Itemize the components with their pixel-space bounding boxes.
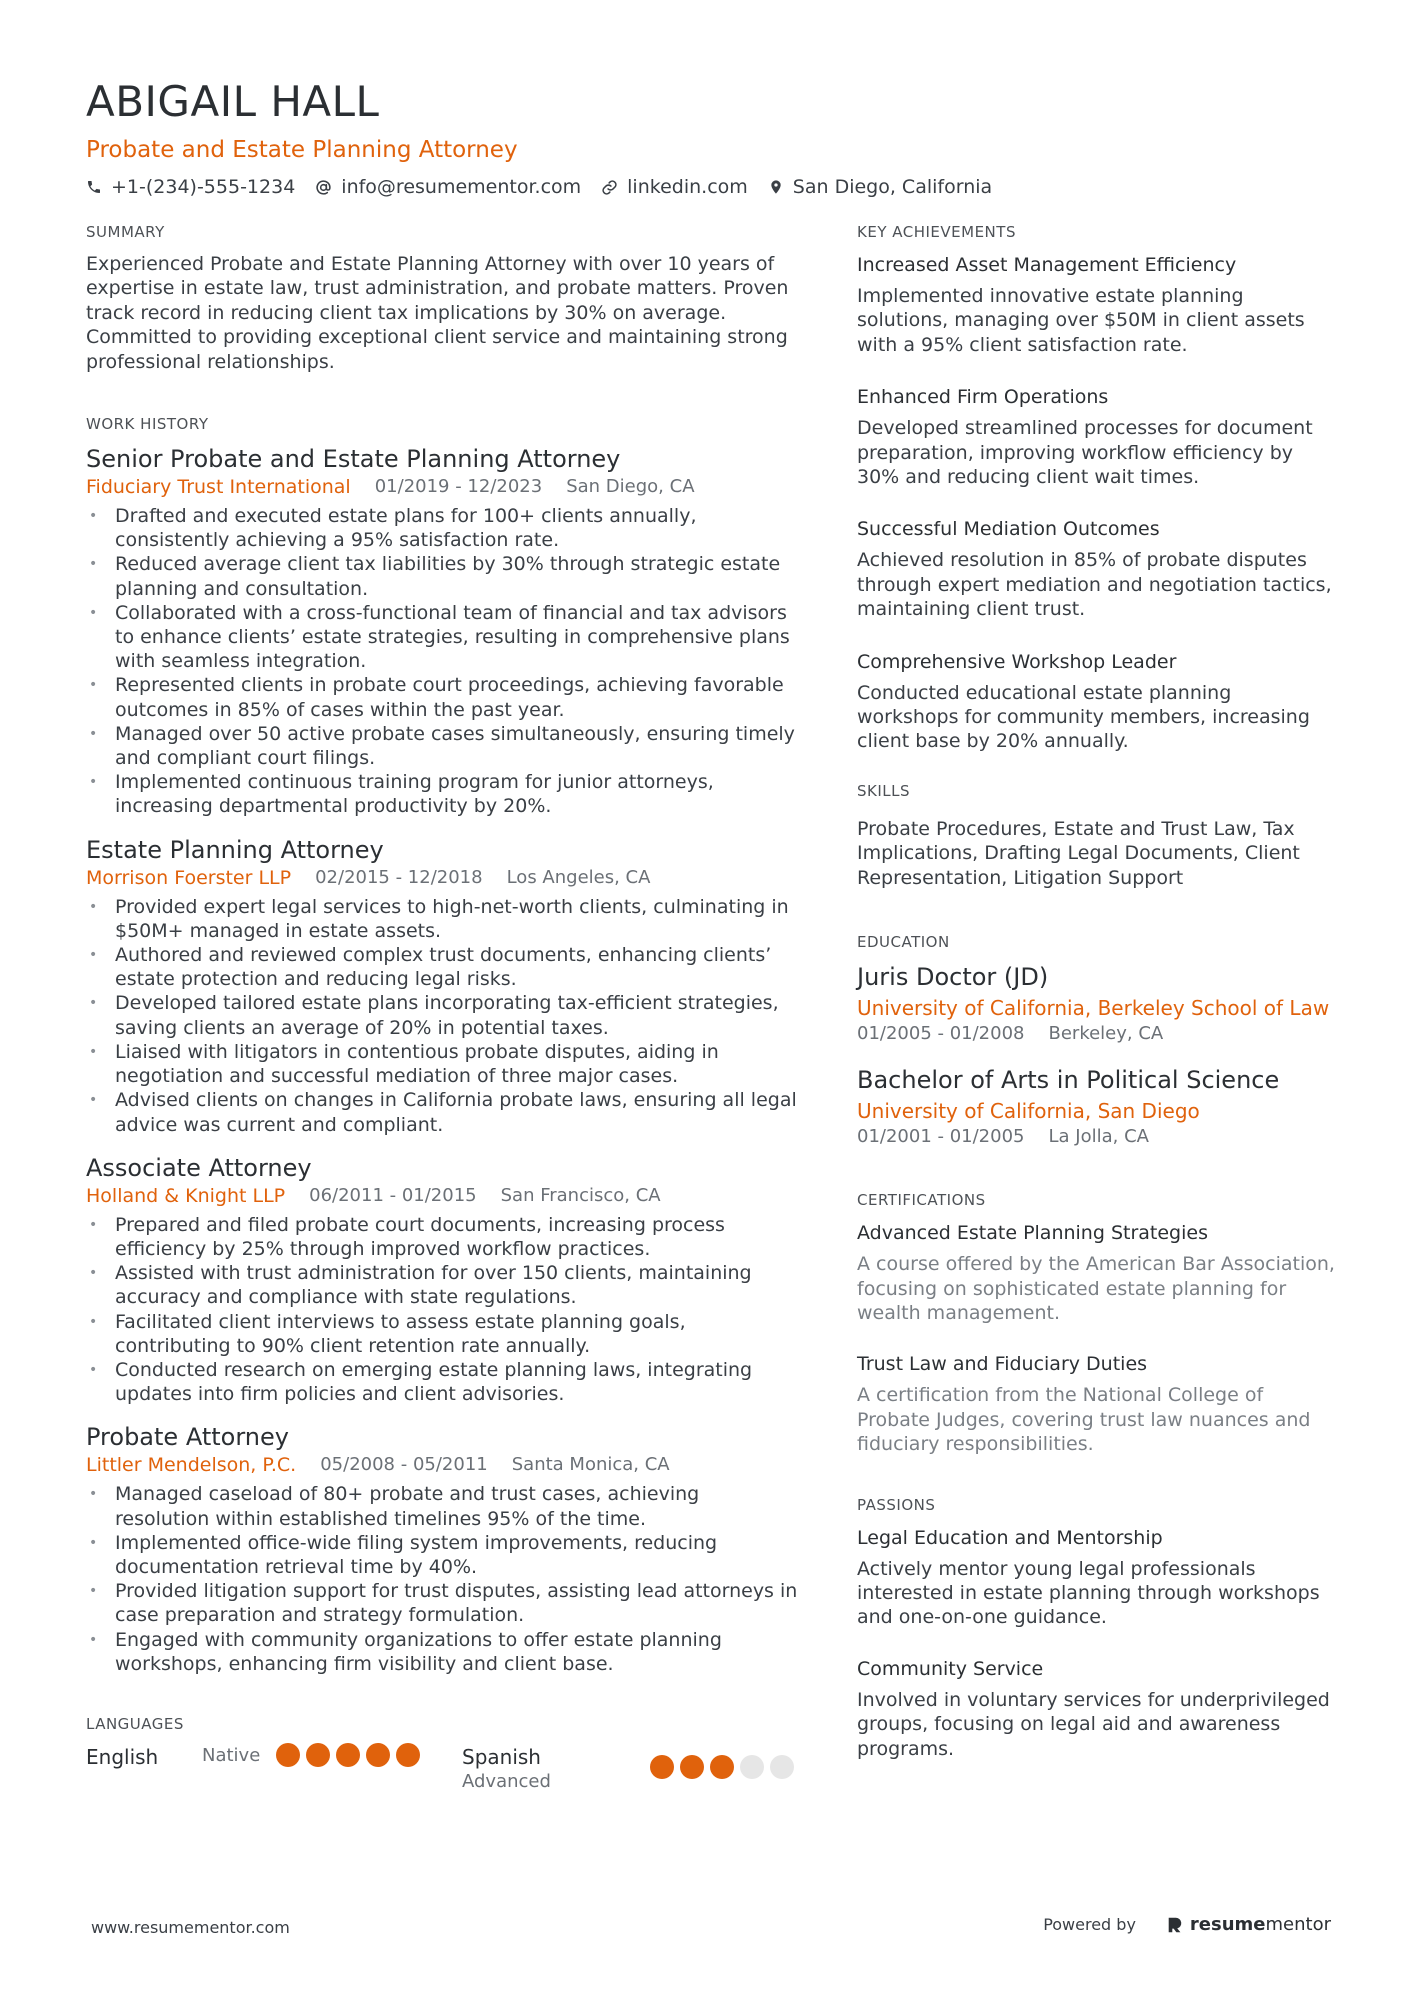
job-dates: 01/2019 - 12/2023 <box>374 476 543 498</box>
job-entry <box>86 1153 798 1407</box>
certification-text: A course offered by the American Bar Association, focusing on sophisticated estate planning for wealth management. <box>857 1253 1335 1324</box>
rating-dot-filled <box>336 1743 360 1767</box>
contact-location <box>768 174 992 200</box>
job-company: Morrison Foerster LLP <box>86 866 292 889</box>
rating-dot-filled <box>650 1755 674 1779</box>
job-entry <box>86 835 798 1137</box>
brand-name-rest: mentor <box>1265 1914 1331 1935</box>
resumementor-logo-icon <box>1166 1916 1184 1934</box>
certification-item <box>857 1351 1337 1456</box>
left-column <box>86 222 798 1794</box>
education-item <box>857 962 1337 1047</box>
section-title-summary: SUMMARY <box>86 223 165 241</box>
job-meta <box>86 1452 798 1478</box>
education-meta <box>857 1124 1337 1150</box>
footer-branding <box>1043 1914 1331 1935</box>
job-bullets <box>86 895 798 1137</box>
work-history-section <box>86 414 798 1676</box>
achievement-text: Achieved resolution in 85% of probate disputes through expert mediation and negotiation tactics, maintaining client trust. <box>857 549 1332 621</box>
job-location: Santa Monica, CA <box>511 1454 670 1476</box>
passion-title: Community Service <box>857 1657 1044 1680</box>
job-dates: 06/2011 - 01/2015 <box>309 1184 477 1206</box>
job-bullet: • Engaged with community organizations to offer estate planning workshops, enhancing firm visibility and client base. <box>86 1628 798 1676</box>
section-title-work: WORK HISTORY <box>86 415 209 434</box>
education-section <box>857 932 1337 1150</box>
contact-bar <box>86 174 1326 200</box>
rating-dot-filled <box>276 1743 300 1767</box>
rating-dot-filled <box>710 1755 734 1779</box>
job-bullet: • Reduced average client tax liabilities by 30% through strategic estate planning and consultation. <box>86 552 798 600</box>
linkedin-text: linkedin.com <box>627 176 748 198</box>
language-level: Advanced <box>462 1770 551 1792</box>
brand-logo[interactable] <box>1166 1914 1331 1935</box>
job-bullet: • Assisted with trust administration for over 150 clients, maintaining accuracy and compliance with state regulations. <box>86 1261 798 1309</box>
job-company: Fiduciary Trust International <box>86 476 351 499</box>
summary-text: Experienced Probate and Estate Planning Attorney with over 10 years of expertise in estate law, trust administration, and probate matters. Proven track record in reducing client tax implications by 30% on average. Committed to providing exceptional client service and maintaining strong professional relationships. <box>86 253 789 373</box>
achievement-item <box>857 252 1337 357</box>
education-location: Berkeley, CA <box>1048 1023 1164 1045</box>
language-rating <box>650 1755 800 1779</box>
job-list <box>86 444 798 1676</box>
education-school: University of California, San Diego <box>857 1099 1200 1124</box>
languages-section <box>86 1714 798 1794</box>
brand-name-bold: resume <box>1189 1914 1266 1935</box>
contact-linkedin[interactable] <box>601 174 748 200</box>
section-title-languages: LANGUAGES <box>86 1714 184 1733</box>
certification-list <box>857 1220 1337 1456</box>
candidate-role: Probate and Estate Planning Attorney <box>86 137 518 163</box>
education-dates: 01/2001 - 01/2005 <box>857 1126 1025 1148</box>
job-dates: 05/2008 - 05/2011 <box>320 1454 488 1476</box>
job-entry <box>86 1422 798 1676</box>
job-bullet: • Authored and reviewed complex trust documents, enhancing clients’ estate protection and reducing legal risks. <box>86 943 798 991</box>
achievement-item <box>857 649 1337 754</box>
education-degree: Bachelor of Arts in Political Science <box>857 1066 1280 1095</box>
achievement-list <box>857 252 1337 754</box>
job-bullets <box>86 504 798 819</box>
achievement-title: Enhanced Firm Operations <box>857 386 1109 409</box>
phone-icon <box>86 179 102 195</box>
job-bullet: • Prepared and filed probate court documents, increasing process efficiency by 25% through improved workflow practices. <box>86 1213 798 1261</box>
achievement-item <box>857 384 1337 489</box>
achievement-title: Increased Asset Management Efficiency <box>857 254 1237 276</box>
job-title: Estate Planning Attorney <box>86 835 384 864</box>
section-title-skills: SKILLS <box>857 781 911 800</box>
job-location: San Diego, CA <box>566 476 695 498</box>
contact-email[interactable] <box>315 174 581 200</box>
link-icon <box>601 179 618 196</box>
achievements-section <box>857 222 1337 754</box>
skills-text: Probate Procedures, Estate and Trust Law, Tax Implications, Drafting Legal Documents, Client Representation, Litigation Support <box>857 817 1300 889</box>
job-bullet: • Facilitated client interviews to assess estate planning goals, contributing to 90% client retention rate annually. <box>86 1310 798 1358</box>
education-school: University of California, Berkeley School of Law <box>857 996 1330 1021</box>
powered-by-label: Powered by <box>1043 1915 1136 1934</box>
certification-title: Trust Law and Fiduciary Duties <box>857 1353 1148 1376</box>
job-title: Senior Probate and Estate Planning Attorney <box>86 445 621 474</box>
passion-text: Actively mentor young legal professionals interested in estate planning through workshops and one-on-one guidance. <box>857 1557 1320 1629</box>
rating-dot-empty <box>770 1755 794 1779</box>
rating-dot-empty <box>740 1755 764 1779</box>
language-name: Spanish <box>462 1744 541 1769</box>
section-title-achievements: KEY ACHIEVEMENTS <box>857 223 1016 241</box>
resume-header <box>86 76 1326 200</box>
rating-dot-filled <box>396 1743 420 1767</box>
summary-section <box>86 222 798 374</box>
education-dates: 01/2005 - 01/2008 <box>857 1023 1025 1045</box>
certification-text: A certification from the National College of Probate Judges, covering trust law nuances and fiduciary responsibilities. <box>857 1384 1311 1456</box>
job-bullet: • Provided expert legal services to high-net-worth clients, culminating in $50M+ managed in estate assets. <box>86 895 798 943</box>
achievement-title: Comprehensive Workshop Leader <box>857 650 1177 673</box>
passion-list <box>857 1525 1337 1761</box>
achievement-item <box>857 516 1337 621</box>
job-bullet: • Collaborated with a cross-functional team of financial and tax advisors to enhance clients’ estate strategies, resulting in comprehensive plans with seamless integration. <box>86 601 798 674</box>
job-bullet: • Represented clients in probate court proceedings, achieving favorable outcomes in 85% of cases within the past year. <box>86 673 798 721</box>
job-location: Los Angeles, CA <box>506 866 651 888</box>
job-title: Associate Attorney <box>86 1153 312 1182</box>
passions-section <box>857 1495 1337 1761</box>
job-bullet: • Drafted and executed estate plans for 100+ clients annually, consistently achieving a 95% satisfaction rate. <box>86 504 798 552</box>
achievement-text: Implemented innovative estate planning solutions, managing over $50M in client assets with a 95% client satisfaction rate. <box>857 285 1305 356</box>
right-column <box>857 222 1337 1787</box>
language-level: Native <box>202 1744 261 1766</box>
achievement-text: Developed streamlined processes for document preparation, improving workflow efficiency by 30% and reducing client wait times. <box>857 417 1313 489</box>
language-list <box>86 1744 798 1794</box>
job-location: San Francisco, CA <box>500 1184 661 1206</box>
education-meta <box>857 1021 1337 1047</box>
passion-item <box>857 1525 1337 1630</box>
passion-title: Legal Education and Mentorship <box>857 1526 1163 1549</box>
location-pin-icon <box>768 178 784 196</box>
job-bullet: • Managed over 50 active probate cases simultaneously, ensuring timely and compliant court filings. <box>86 722 798 770</box>
job-title: Probate Attorney <box>86 1423 289 1452</box>
job-bullet: • Conducted research on emerging estate planning laws, integrating updates into firm policies and client advisories. <box>86 1358 798 1406</box>
language-rating <box>276 1743 426 1767</box>
section-title-education: EDUCATION <box>857 933 950 952</box>
achievement-title: Successful Mediation Outcomes <box>857 518 1160 541</box>
candidate-name: ABIGAIL HALL <box>86 77 380 126</box>
education-location: La Jolla, CA <box>1048 1126 1149 1148</box>
education-degree: Juris Doctor (JD) <box>857 963 1049 992</box>
job-bullets <box>86 1482 798 1676</box>
achievement-text: Conducted educational estate planning workshops for community members, increasing client base by 20% annually. <box>857 681 1310 753</box>
job-bullet: • Implemented office-wide filing system improvements, reducing documentation retrieval time by 40%. <box>86 1531 798 1579</box>
section-title-certifications: CERTIFICATIONS <box>857 1191 986 1210</box>
job-bullet: • Liaised with litigators in contentious probate disputes, aiding in negotiation and successful mediation of three major cases. <box>86 1040 798 1088</box>
rating-dot-filled <box>366 1743 390 1767</box>
job-bullet: • Implemented continuous training program for junior attorneys, increasing departmental productivity by 20%. <box>86 770 798 818</box>
email-text: info@resumementor.com <box>341 176 582 198</box>
passion-item <box>857 1656 1337 1761</box>
job-bullet: • Advised clients on changes in California probate laws, ensuring all legal advice was current and compliant. <box>86 1088 798 1136</box>
location-text: San Diego, California <box>792 176 993 198</box>
contact-phone[interactable] <box>86 174 295 200</box>
education-item <box>857 1065 1337 1150</box>
certification-title: Advanced Estate Planning Strategies <box>857 1222 1208 1245</box>
rating-dot-filled <box>306 1743 330 1767</box>
skills-section <box>857 781 1337 890</box>
job-meta <box>86 1183 798 1209</box>
job-bullets <box>86 1213 798 1407</box>
rating-dot-filled <box>680 1755 704 1779</box>
job-meta <box>86 474 798 500</box>
certification-item <box>857 1220 1337 1325</box>
job-entry <box>86 444 798 819</box>
job-bullet: • Managed caseload of 80+ probate and trust cases, achieving resolution within established timelines 95% of the time. <box>86 1482 798 1530</box>
section-title-passions: PASSIONS <box>857 1495 936 1514</box>
job-bullet: • Provided litigation support for trust disputes, assisting lead attorneys in case preparation and strategy formulation. <box>86 1579 798 1627</box>
education-list <box>857 962 1337 1150</box>
job-company: Holland & Knight LLP <box>86 1184 286 1207</box>
job-company: Littler Mendelson, P.C. <box>86 1454 297 1477</box>
at-icon <box>315 179 332 196</box>
certifications-section <box>857 1190 1337 1456</box>
job-dates: 02/2015 - 12/2018 <box>315 866 483 888</box>
job-meta <box>86 865 798 891</box>
phone-text: +1-(234)-555-1234 <box>111 176 296 198</box>
job-bullet: • Developed tailored estate plans incorporating tax-efficient strategies, saving clients an average of 20% in potential taxes. <box>86 991 798 1039</box>
language-name: English <box>86 1744 159 1769</box>
footer-website[interactable]: www.resumementor.com <box>91 1918 290 1937</box>
passion-text: Involved in voluntary services for underprivileged groups, focusing on legal aid and awareness programs. <box>857 1688 1330 1760</box>
